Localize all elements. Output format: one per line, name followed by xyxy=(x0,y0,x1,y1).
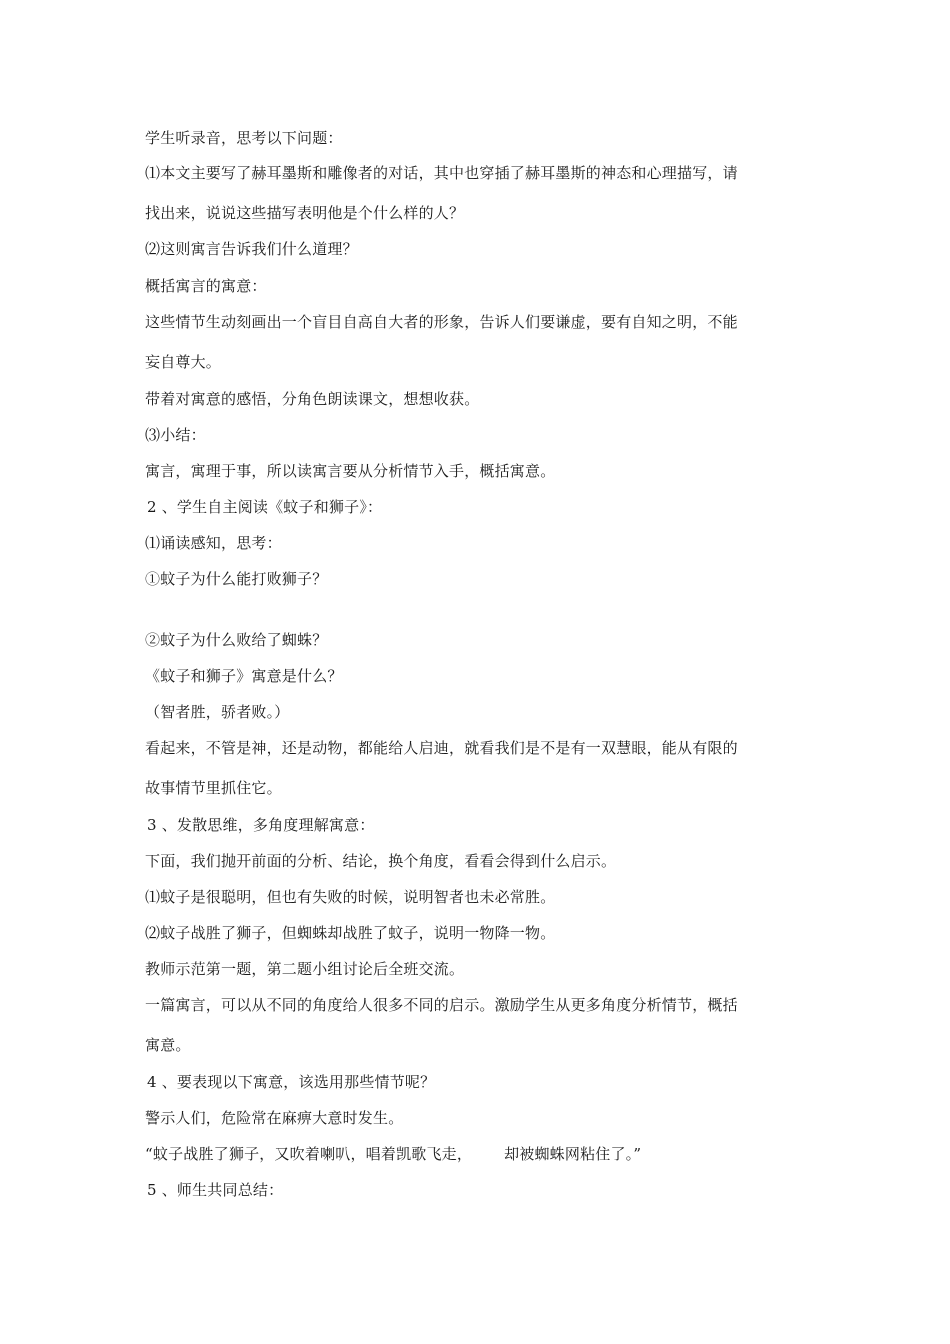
text-line: 《蚊子和狮子》寓意是什么？ xyxy=(145,667,343,685)
text-line: 寓意。 xyxy=(145,1036,191,1054)
text-line: 下面，我们抛开前面的分析、结论，换个角度，看看会得到什么启示。 xyxy=(145,852,617,870)
text-line: ⑵蚊子战胜了狮子，但蜘蛛却战胜了蚊子，说明一物降一物。 xyxy=(145,924,556,942)
text-line: 概括寓言的寓意： xyxy=(145,277,267,295)
text-line: 带着对寓意的感悟，分角色朗读课文，想想收获。 xyxy=(145,390,480,408)
text-line: ②蚊子为什么败给了蜘蛛？ xyxy=(145,631,328,649)
section-heading: 3 、发散思维，多角度理解寓意： xyxy=(147,816,375,834)
text-line: 警示人们，危险常在麻痹大意时发生。 xyxy=(145,1109,404,1127)
text-line: 寓言，寓理于事，所以读寓言要从分析情节入手，概括寓意。 xyxy=(145,462,556,480)
text-line: ⑴本文主要写了赫耳墨斯和雕像者的对话，其中也穿插了赫耳墨斯的神态和心理描写，请 xyxy=(145,164,738,182)
text-line: 找出来，说说这些描写表明他是个什么样的人？ xyxy=(145,204,465,222)
text-line: ①蚊子为什么能打败狮子？ xyxy=(145,570,328,588)
text-line: 教师示范第一题，第二题小组讨论后全班交流。 xyxy=(145,960,465,978)
section-heading: 2 、学生自主阅读《蚊子和狮子》： xyxy=(147,498,383,516)
text-line: ⑶小结： xyxy=(145,426,206,444)
quote-part-1: “蚊子战胜了狮子，又吹着喇叭，唱着凯歌飞走， xyxy=(145,1145,473,1163)
text-line: ⑴诵读感知，思考： xyxy=(145,534,282,552)
text-line: ⑵这则寓言告诉我们什么道理？ xyxy=(145,240,358,258)
quote-part-2: 却被蜘蛛网粘住了。” xyxy=(504,1145,642,1163)
text-line: 故事情节里抓住它。 xyxy=(145,779,282,797)
quote-line xyxy=(145,1144,815,1164)
text-line: 学生听录音，思考以下问题： xyxy=(145,129,343,147)
text-line: （智者胜，骄者败。） xyxy=(145,703,290,721)
text-line: 妄自尊大。 xyxy=(145,353,222,371)
text-line: 看起来，不管是神，还是动物，都能给人启迪，就看我们是不是有一双慧眼，能从有限的 xyxy=(145,739,738,757)
section-heading: 5 、师生共同总结： xyxy=(147,1181,284,1199)
text-line: 一篇寓言，可以从不同的角度给人很多不同的启示。激励学生从更多角度分析情节，概括 xyxy=(145,996,738,1014)
section-heading: 4 、要表现以下寓意，该选用那些情节呢？ xyxy=(147,1073,436,1091)
text-line: ⑴蚊子是很聪明，但也有失败的时候，说明智者也未必常胜。 xyxy=(145,888,556,906)
text-line: 这些情节生动刻画出一个盲目自高自大者的形象，告诉人们要谦虚，要有自知之明，不能 xyxy=(145,313,738,331)
